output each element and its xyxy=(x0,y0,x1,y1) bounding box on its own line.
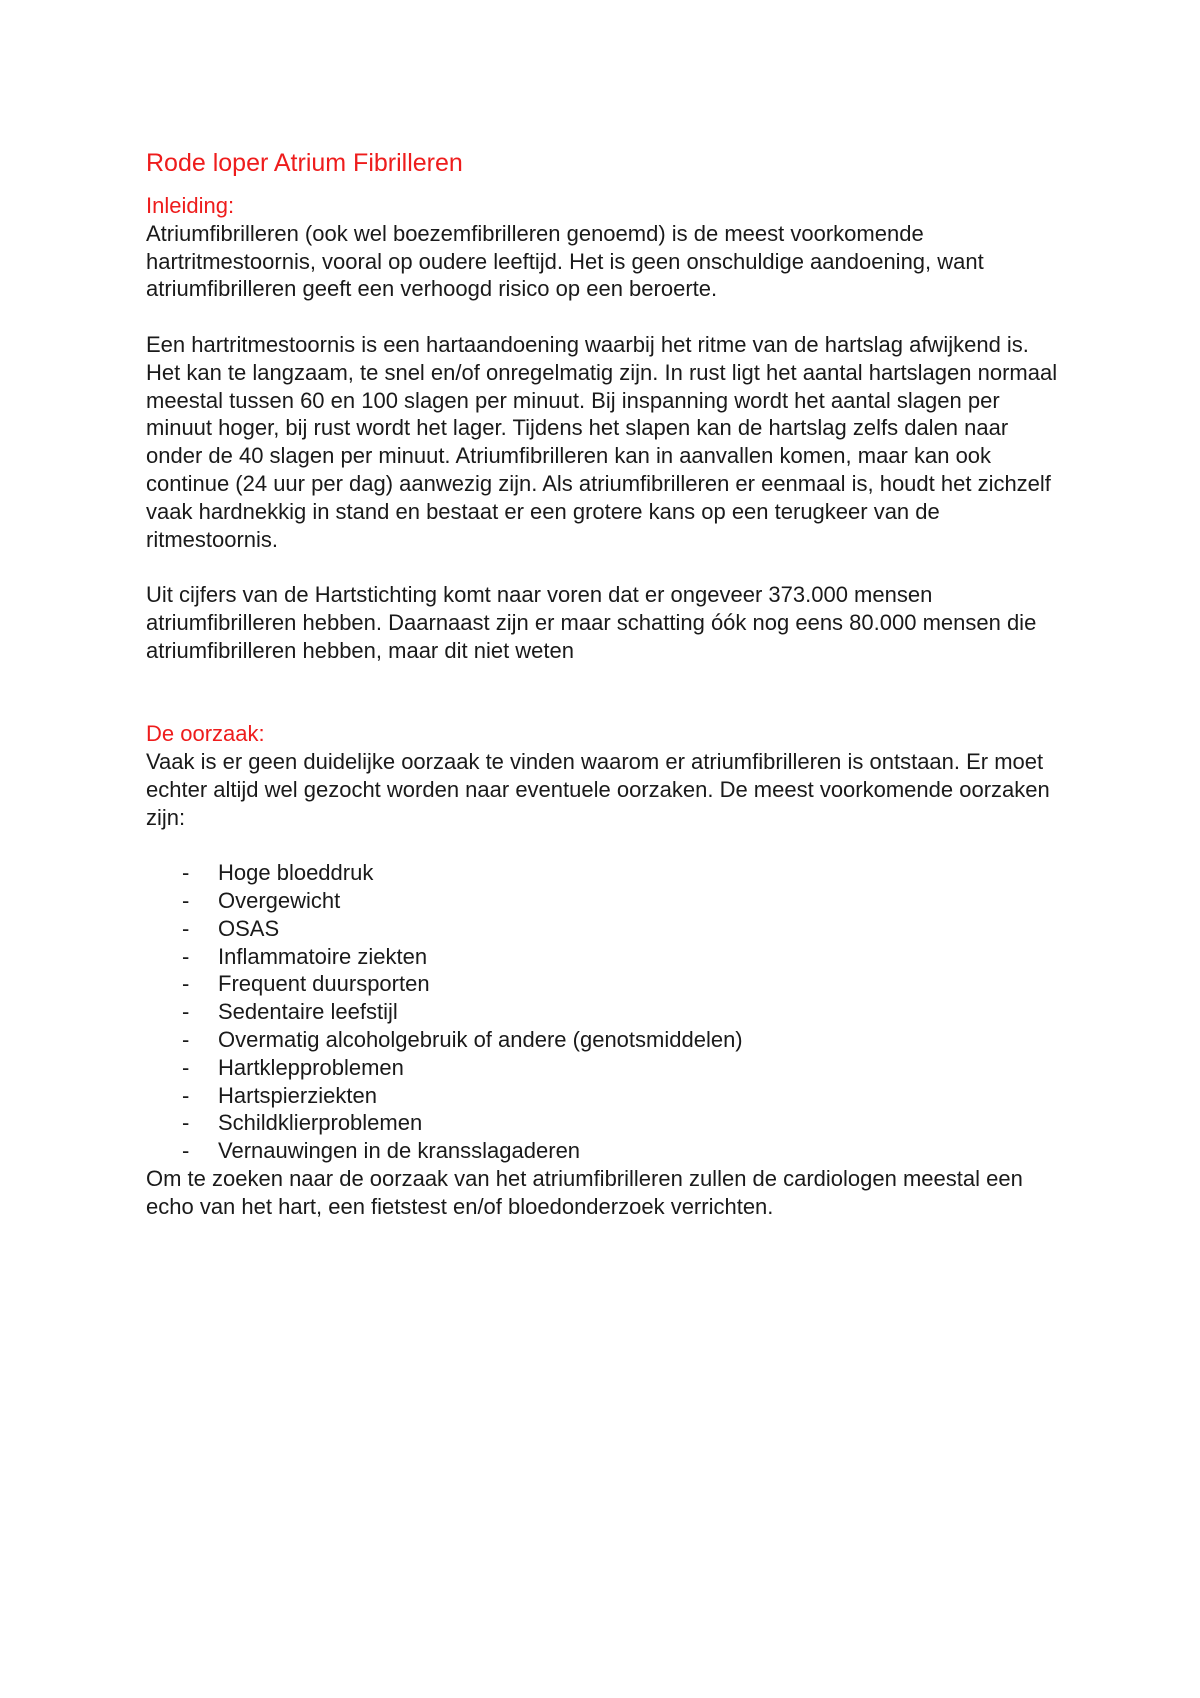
intro-paragraph-3: Uit cijfers van de Hartstichting komt naar voren dat er ongeveer 373.000 mensen atriumfibrilleren hebben. Daarnaast zijn er maar schatting óók nog eens 80.000 mensen die atriumfibrilleren hebben, maar dit niet weten xyxy=(146,582,1037,663)
document-title: Rode loper Atrium Fibrilleren xyxy=(146,149,463,177)
list-dash: - xyxy=(182,1138,190,1164)
list-item xyxy=(146,1054,1066,1082)
list-item-text: Overgewicht xyxy=(218,887,341,913)
list-dash: - xyxy=(182,999,190,1025)
list-item xyxy=(146,859,1066,887)
list-item xyxy=(146,970,1066,998)
list-item xyxy=(146,1137,1066,1165)
list-item xyxy=(146,915,1066,943)
cause-paragraph: Vaak is er geen duidelijke oorzaak te vinden waarom er atriumfibrilleren is ontstaan. Er moet echter altijd wel gezocht worden naar eventuele oorzaken. De meest voorkomende oorzaken zijn: xyxy=(146,748,1050,830)
list-dash: - xyxy=(182,1082,190,1108)
list-dash: - xyxy=(182,915,190,941)
cause-closing-paragraph: Om te zoeken naar de oorzaak van het atriumfibrilleren zullen de cardiologen meestal een echo van het hart, een fietstest en/of bloedonderzoek verrichten. xyxy=(146,1165,1023,1219)
list-dash: - xyxy=(182,943,190,969)
list-dash: - xyxy=(182,860,190,886)
list-dash: - xyxy=(182,887,190,913)
causes-list xyxy=(146,859,1066,1165)
list-item-text: Vernauwingen in de kransslagaderen xyxy=(218,1138,581,1164)
list-item xyxy=(146,1109,1066,1137)
list-item xyxy=(146,1026,1066,1054)
list-item-text: Hartspierziekten xyxy=(218,1082,377,1108)
paragraph-spacer xyxy=(146,831,1066,859)
list-dash: - xyxy=(182,971,190,997)
list-item-text: Sedentaire leefstijl xyxy=(218,999,398,1025)
list-item xyxy=(146,1082,1066,1110)
list-item xyxy=(146,887,1066,915)
cause-heading: De oorzaak: xyxy=(146,721,265,747)
list-item xyxy=(146,943,1066,971)
list-item-text: Hartklepproblemen xyxy=(218,1054,404,1080)
document-body xyxy=(146,146,1066,1220)
list-item-text: Overmatig alcoholgebruik of andere (genotsmiddelen) xyxy=(218,1026,743,1052)
list-item-text: OSAS xyxy=(218,915,280,941)
paragraph-spacer xyxy=(146,553,1066,581)
list-item-text: Hoge bloeddruk xyxy=(218,860,374,886)
intro-heading: Inleiding: xyxy=(146,193,235,218)
section-spacer xyxy=(146,665,1066,721)
list-dash: - xyxy=(182,1110,190,1136)
list-item xyxy=(146,998,1066,1026)
list-item-text: Frequent duursporten xyxy=(218,971,430,997)
list-dash: - xyxy=(182,1054,190,1080)
list-item-text: Inflammatoire ziekten xyxy=(218,943,428,969)
intro-paragraph-2: Een hartritmestoornis is een hartaandoening waarbij het ritme van de hartslag afwijkend is. Het kan te langzaam, te snel en/of onregelmatig zijn. In rust ligt het aantal hartslagen normaal meestal tussen 60 en 100 slagen per minuut. Bij inspanning wordt het aantal slagen per minuut hoger, bij rust wordt het lager. Tijdens het slapen kan de hartslag zelfs dalen naar onder de 40 slagen per minuut. Atriumfibrilleren kan in aanvallen komen, maar kan ook continue (24 uur per dag) aanwezig zijn. Als atriumfibrilleren er eenmaal is, houdt het zichzelf vaak hardnekkig in stand en bestaat er een grotere kans op een terugkeer van de ritmestoornis. xyxy=(146,331,1058,552)
list-item-text: Schildklierproblemen xyxy=(218,1110,423,1136)
paragraph-spacer xyxy=(146,303,1066,331)
list-dash: - xyxy=(182,1026,190,1052)
intro-paragraph-1: Atriumfibrilleren (ook wel boezemfibrilleren genoemd) is de meest voorkomende hartritmestoornis, vooral op oudere leeftijd. Het is geen onschuldige aandoening, want atriumfibrilleren geeft een verhoogd risico op een beroerte. xyxy=(146,220,984,302)
